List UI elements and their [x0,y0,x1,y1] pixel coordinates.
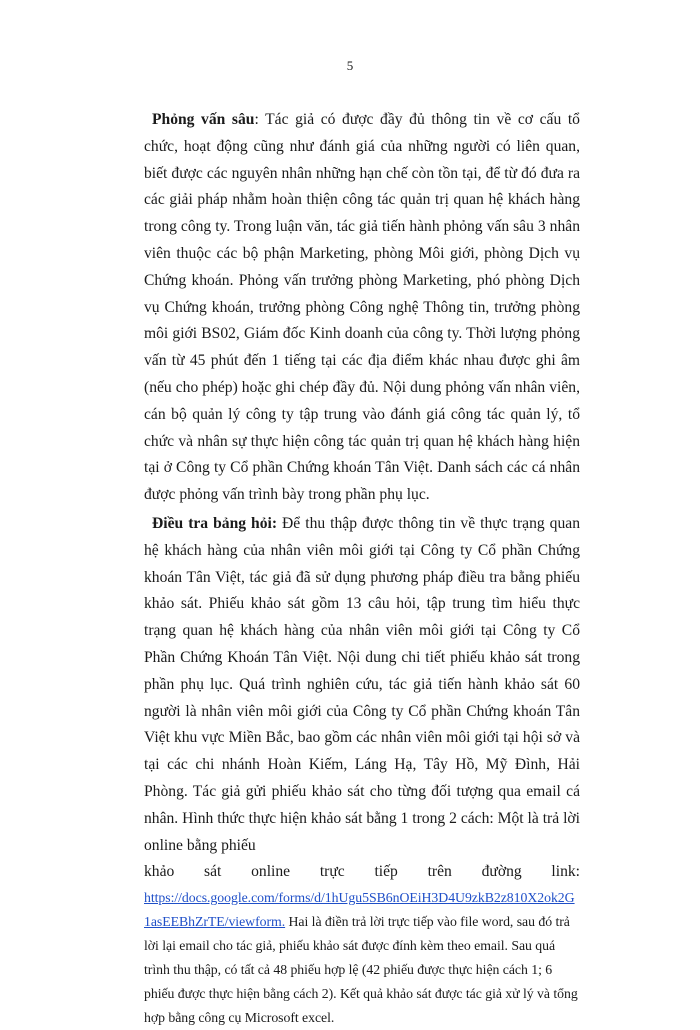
survey-paragraph [144,511,580,859]
interview-paragraph [144,107,580,509]
interview-lead: Phỏng vấn sâu [152,111,255,128]
body-text [144,107,580,1030]
survey-link-line: khảo sát online trực tiếp trên đường link: [144,863,580,881]
survey-lead: Điều tra bảng hỏi: [152,514,278,532]
survey-after-link-text: Hai là điền trả lời trực tiếp vào file word, sau đó trả lời lại email cho tác giả, phiếu khảo sát được đính kèm theo email. Sau quá trình thu thập, có tất cả 48 phiếu hợp lệ (42 phiếu được thực hiện cách 1; 6 phiếu được thực hiện bằng cách 2). Kết quả khảo sát được tác giả xử lý và tổng hợp bằng công cụ Microsoft excel. [144,914,578,1026]
survey-form-link[interactable]: https://docs.google.com/forms/d/1hUgu5SB6nOEiH3D4U9zkB2z810X2ok2G1asEEBhZrTE/viewform. [144,890,575,930]
survey-text: Để thu thập được thông tin về thực trạng quan hệ khách hàng của nhân viên môi giới tại Công ty Cổ phần Chứng khoán Tân Việt, tác giả đã sử dụng phương pháp điều tra bằng phiếu khảo sát. Phiếu khảo sát gồm 13 câu hỏi, tập trung tìm hiểu thực trạng quan hệ khách hàng của nhân viên môi giới tại Công ty Cổ Phần Chứng Khoán Tân Việt. Nội dung chi tiết phiếu khảo sát trong phần phụ lục. Quá trình nghiên cứu, tác giả tiến hành khảo sát 60 người là nhân viên môi giới của Công ty Cổ phần Chứng khoán Tân Việt khu vực Miền Bắc, bao gồm các nhân viên môi giới tại hội sở và tại các chi nhánh Hoàn Kiếm, Láng Hạ, Tây Hồ, Mỹ Đình, Hải Phòng. Tác giả gửi phiếu khảo sát cho từng đối tượng qua email cá nhân. Hình thức thực hiện khảo sát bằng 1 trong 2 cách: Một là trả lời online bằng phiếu [144,514,580,854]
page-number: 5 [346,58,354,73]
interview-text: : Tác giả có được đầy đủ thông tin về cơ cấu tổ chức, hoạt động cũng như đánh giá của những người có liên quan, biết được các nguyên nhân những hạn chế còn tồn tại, để từ đó đưa ra các giải pháp nhằm hoàn thiện công tác quản trị quan hệ khách hàng trong công ty. Trong luận văn, tác giả tiến hành phỏng vấn sâu 3 nhân viên thuộc các bộ phận Marketing, phòng Môi giới, phòng Dịch vụ Chứng khoán. Phỏng vấn trưởng phòng Marketing, phó phòng Dịch vụ Chứng khoán, trưởng phòng Công nghệ Thông tin, trưởng phòng môi giới BS02, Giám đốc Kinh doanh của công ty. Thời lượng phỏng vấn từ 45 phút đến 1 tiếng tại các địa điểm khác nhau được ghi âm (nếu cho phép) hoặc ghi chép đầy đủ. Nội dung phỏng vấn nhân viên, cán bộ quản lý công ty tập trung vào đánh giá công tác quản lý, tổ chức và nhân sự thực hiện công tác quản trị quan hệ khách hàng hiện tại ở Công ty Cổ phần Chứng khoán Tân Việt. Danh sách các cá nhân được phỏng vấn trình bày trong phần phụ lục. [144,111,580,504]
survey-link-block [144,886,580,1030]
